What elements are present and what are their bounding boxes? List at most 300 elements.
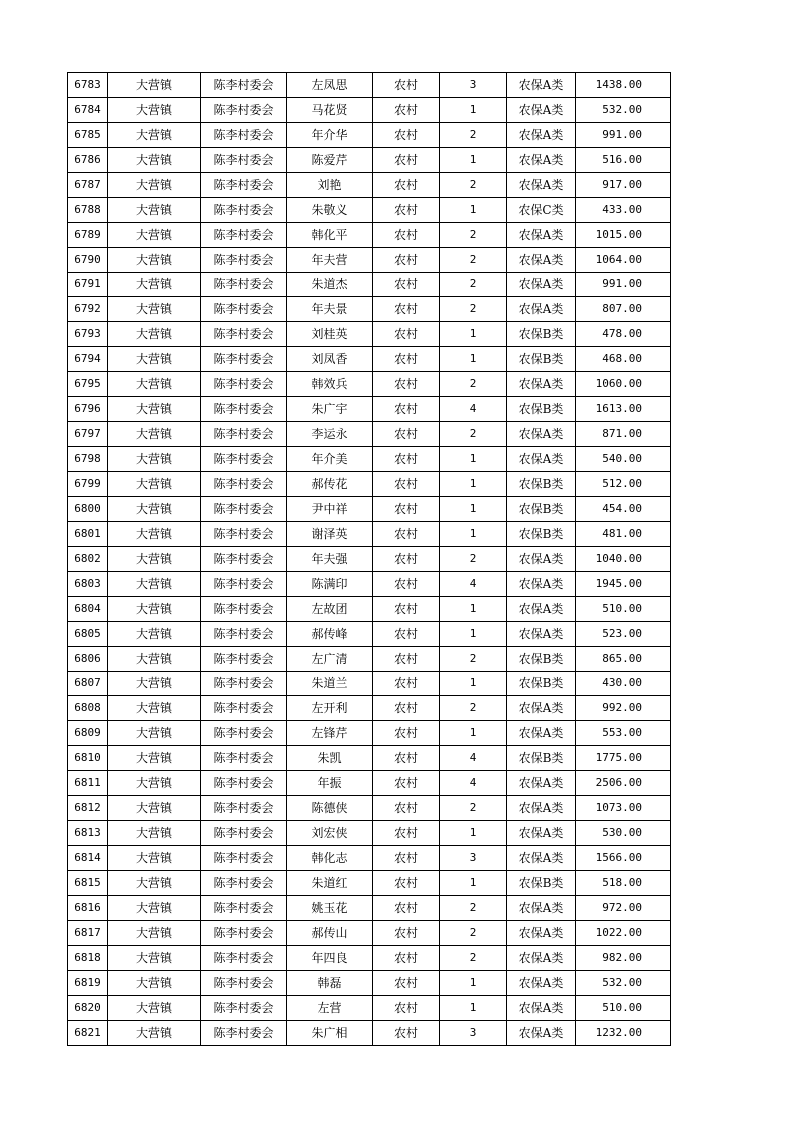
area-type-cell: 农村 [373,122,440,147]
town-cell: 大营镇 [108,397,201,422]
village-committee-cell: 陈李村委会 [201,73,287,98]
village-committee-cell: 陈李村委会 [201,197,287,222]
row-number: 6786 [68,147,108,172]
area-type-cell: 农村 [373,646,440,671]
name-cell: 左故团 [287,596,373,621]
area-type-cell: 农村 [373,621,440,646]
table-row [68,147,671,172]
household-size-cell: 4 [440,746,507,771]
table-row [68,895,671,920]
category-cell: 农保A类 [507,1020,576,1045]
town-cell: 大营镇 [108,995,201,1020]
table-row [68,871,671,896]
category-cell: 农保A类 [507,895,576,920]
name-cell: 朱凯 [287,746,373,771]
area-type-cell: 农村 [373,347,440,372]
name-cell: 左营 [287,995,373,1020]
amount-cell: 1438.00 [576,73,671,98]
amount-cell: 1232.00 [576,1020,671,1045]
area-type-cell: 农村 [373,696,440,721]
area-type-cell: 农村 [373,172,440,197]
village-committee-cell: 陈李村委会 [201,496,287,521]
village-committee-cell: 陈李村委会 [201,247,287,272]
category-cell: 农保B类 [507,521,576,546]
area-type-cell: 农村 [373,422,440,447]
table-body [68,73,671,1046]
row-number: 6805 [68,621,108,646]
area-type-cell: 农村 [373,746,440,771]
village-committee-cell: 陈李村委会 [201,696,287,721]
village-committee-cell: 陈李村委会 [201,596,287,621]
table-row [68,546,671,571]
table-row [68,97,671,122]
name-cell: 朱道兰 [287,671,373,696]
table-row [68,596,671,621]
row-number: 6819 [68,970,108,995]
area-type-cell: 农村 [373,821,440,846]
area-type-cell: 农村 [373,322,440,347]
town-cell: 大营镇 [108,721,201,746]
area-type-cell: 农村 [373,771,440,796]
village-committee-cell: 陈李村委会 [201,147,287,172]
amount-cell: 991.00 [576,272,671,297]
row-number: 6794 [68,347,108,372]
category-cell: 农保A类 [507,821,576,846]
table-row [68,646,671,671]
name-cell: 谢泽英 [287,521,373,546]
table-row [68,222,671,247]
name-cell: 韩化志 [287,846,373,871]
category-cell: 农保A类 [507,995,576,1020]
category-cell: 农保A类 [507,447,576,472]
name-cell: 陈爱芹 [287,147,373,172]
name-cell: 郝传花 [287,472,373,497]
household-size-cell: 1 [440,447,507,472]
amount-cell: 1566.00 [576,846,671,871]
area-type-cell: 农村 [373,970,440,995]
area-type-cell: 农村 [373,546,440,571]
name-cell: 朱广相 [287,1020,373,1045]
category-cell: 农保A类 [507,920,576,945]
table-row [68,172,671,197]
table-row [68,746,671,771]
area-type-cell: 农村 [373,297,440,322]
town-cell: 大营镇 [108,596,201,621]
village-committee-cell: 陈李村委会 [201,571,287,596]
village-committee-cell: 陈李村委会 [201,447,287,472]
household-size-cell: 2 [440,122,507,147]
village-committee-cell: 陈李村委会 [201,646,287,671]
household-size-cell: 2 [440,172,507,197]
town-cell: 大营镇 [108,73,201,98]
category-cell: 农保A类 [507,422,576,447]
category-cell: 农保A类 [507,596,576,621]
household-size-cell: 1 [440,871,507,896]
area-type-cell: 农村 [373,796,440,821]
household-size-cell: 2 [440,297,507,322]
amount-cell: 481.00 [576,521,671,546]
amount-cell: 510.00 [576,995,671,1020]
village-committee-cell: 陈李村委会 [201,871,287,896]
village-committee-cell: 陈李村委会 [201,472,287,497]
row-number: 6801 [68,521,108,546]
table-row [68,397,671,422]
amount-cell: 871.00 [576,422,671,447]
area-type-cell: 农村 [373,73,440,98]
amount-cell: 2506.00 [576,771,671,796]
amount-cell: 516.00 [576,147,671,172]
row-number: 6788 [68,197,108,222]
household-size-cell: 2 [440,222,507,247]
amount-cell: 468.00 [576,347,671,372]
household-size-cell: 3 [440,846,507,871]
area-type-cell: 农村 [373,871,440,896]
household-size-cell: 2 [440,646,507,671]
area-type-cell: 农村 [373,846,440,871]
name-cell: 姚玉花 [287,895,373,920]
household-size-cell: 2 [440,696,507,721]
category-cell: 农保C类 [507,197,576,222]
category-cell: 农保B类 [507,347,576,372]
amount-cell: 807.00 [576,297,671,322]
town-cell: 大营镇 [108,222,201,247]
category-cell: 农保A类 [507,73,576,98]
row-number: 6796 [68,397,108,422]
village-committee-cell: 陈李村委会 [201,821,287,846]
village-committee-cell: 陈李村委会 [201,621,287,646]
household-size-cell: 3 [440,1020,507,1045]
area-type-cell: 农村 [373,571,440,596]
table-row [68,571,671,596]
amount-cell: 478.00 [576,322,671,347]
table-row [68,995,671,1020]
town-cell: 大营镇 [108,347,201,372]
amount-cell: 992.00 [576,696,671,721]
row-number: 6785 [68,122,108,147]
amount-cell: 865.00 [576,646,671,671]
town-cell: 大营镇 [108,546,201,571]
table-row [68,846,671,871]
household-size-cell: 1 [440,995,507,1020]
amount-cell: 917.00 [576,172,671,197]
row-number: 6798 [68,447,108,472]
name-cell: 陈德侠 [287,796,373,821]
name-cell: 年振 [287,771,373,796]
household-size-cell: 2 [440,546,507,571]
town-cell: 大营镇 [108,646,201,671]
category-cell: 农保B类 [507,397,576,422]
amount-cell: 510.00 [576,596,671,621]
town-cell: 大营镇 [108,472,201,497]
amount-cell: 454.00 [576,496,671,521]
row-number: 6812 [68,796,108,821]
amount-cell: 532.00 [576,970,671,995]
table-row [68,422,671,447]
table-row [68,372,671,397]
category-cell: 农保A类 [507,571,576,596]
row-number: 6793 [68,322,108,347]
village-committee-cell: 陈李村委会 [201,372,287,397]
area-type-cell: 农村 [373,372,440,397]
town-cell: 大营镇 [108,671,201,696]
town-cell: 大营镇 [108,821,201,846]
row-number: 6800 [68,496,108,521]
row-number: 6818 [68,945,108,970]
category-cell: 农保A类 [507,247,576,272]
town-cell: 大营镇 [108,621,201,646]
amount-cell: 553.00 [576,721,671,746]
table-row [68,671,671,696]
table-row [68,197,671,222]
table-row [68,447,671,472]
area-type-cell: 农村 [373,496,440,521]
area-type-cell: 农村 [373,247,440,272]
household-size-cell: 2 [440,422,507,447]
area-type-cell: 农村 [373,596,440,621]
town-cell: 大营镇 [108,571,201,596]
table-row [68,721,671,746]
table-row [68,347,671,372]
table-row [68,297,671,322]
name-cell: 韩磊 [287,970,373,995]
row-number: 6799 [68,472,108,497]
category-cell: 农保B类 [507,322,576,347]
name-cell: 朱广宇 [287,397,373,422]
household-size-cell: 2 [440,247,507,272]
area-type-cell: 农村 [373,895,440,920]
category-cell: 农保A类 [507,796,576,821]
amount-cell: 982.00 [576,945,671,970]
table-row [68,796,671,821]
village-committee-cell: 陈李村委会 [201,272,287,297]
table-row [68,621,671,646]
household-size-cell: 1 [440,97,507,122]
area-type-cell: 农村 [373,147,440,172]
household-size-cell: 4 [440,397,507,422]
name-cell: 年夫营 [287,247,373,272]
area-type-cell: 农村 [373,671,440,696]
category-cell: 农保A类 [507,945,576,970]
household-size-cell: 1 [440,970,507,995]
name-cell: 年介美 [287,447,373,472]
category-cell: 农保A类 [507,372,576,397]
town-cell: 大营镇 [108,871,201,896]
town-cell: 大营镇 [108,1020,201,1045]
table-row [68,322,671,347]
amount-cell: 1613.00 [576,397,671,422]
table-row [68,1020,671,1045]
town-cell: 大营镇 [108,696,201,721]
household-size-cell: 4 [440,771,507,796]
household-size-cell: 1 [440,347,507,372]
name-cell: 年四良 [287,945,373,970]
town-cell: 大营镇 [108,197,201,222]
category-cell: 农保A类 [507,272,576,297]
category-cell: 农保A类 [507,222,576,247]
row-number: 6787 [68,172,108,197]
amount-cell: 523.00 [576,621,671,646]
row-number: 6813 [68,821,108,846]
row-number: 6784 [68,97,108,122]
amount-cell: 530.00 [576,821,671,846]
table-row [68,920,671,945]
village-committee-cell: 陈李村委会 [201,297,287,322]
category-cell: 农保A类 [507,172,576,197]
town-cell: 大营镇 [108,771,201,796]
name-cell: 朱道红 [287,871,373,896]
town-cell: 大营镇 [108,297,201,322]
area-type-cell: 农村 [373,1020,440,1045]
household-size-cell: 2 [440,372,507,397]
village-committee-cell: 陈李村委会 [201,322,287,347]
row-number: 6816 [68,895,108,920]
category-cell: 农保B类 [507,472,576,497]
name-cell: 年介华 [287,122,373,147]
category-cell: 农保A类 [507,970,576,995]
area-type-cell: 农村 [373,945,440,970]
row-number: 6804 [68,596,108,621]
name-cell: 左凤思 [287,73,373,98]
village-committee-cell: 陈李村委会 [201,895,287,920]
table-row [68,247,671,272]
row-number: 6806 [68,646,108,671]
name-cell: 李运永 [287,422,373,447]
name-cell: 左锋芹 [287,721,373,746]
name-cell: 刘凤香 [287,347,373,372]
amount-cell: 1015.00 [576,222,671,247]
row-number: 6802 [68,546,108,571]
row-number: 6808 [68,696,108,721]
household-size-cell: 2 [440,272,507,297]
town-cell: 大营镇 [108,422,201,447]
row-number: 6811 [68,771,108,796]
household-size-cell: 4 [440,571,507,596]
household-size-cell: 1 [440,147,507,172]
name-cell: 马花贤 [287,97,373,122]
village-committee-cell: 陈李村委会 [201,995,287,1020]
town-cell: 大营镇 [108,846,201,871]
name-cell: 刘艳 [287,172,373,197]
category-cell: 农保B类 [507,646,576,671]
village-committee-cell: 陈李村委会 [201,671,287,696]
name-cell: 韩化平 [287,222,373,247]
household-size-cell: 1 [440,322,507,347]
name-cell: 韩效兵 [287,372,373,397]
area-type-cell: 农村 [373,397,440,422]
village-committee-cell: 陈李村委会 [201,970,287,995]
table-row [68,696,671,721]
table-row [68,521,671,546]
row-number: 6814 [68,846,108,871]
village-committee-cell: 陈李村委会 [201,771,287,796]
category-cell: 农保B类 [507,746,576,771]
amount-cell: 972.00 [576,895,671,920]
name-cell: 左广清 [287,646,373,671]
area-type-cell: 农村 [373,521,440,546]
village-committee-cell: 陈李村委会 [201,397,287,422]
area-type-cell: 农村 [373,995,440,1020]
table-row [68,771,671,796]
table-row [68,821,671,846]
name-cell: 朱敬义 [287,197,373,222]
amount-cell: 1073.00 [576,796,671,821]
row-number: 6795 [68,372,108,397]
category-cell: 农保A类 [507,97,576,122]
row-number: 6817 [68,920,108,945]
category-cell: 农保B类 [507,496,576,521]
name-cell: 郝传山 [287,920,373,945]
category-cell: 农保B类 [507,671,576,696]
name-cell: 郝传峰 [287,621,373,646]
area-type-cell: 农村 [373,920,440,945]
row-number: 6810 [68,746,108,771]
town-cell: 大营镇 [108,172,201,197]
category-cell: 农保A类 [507,147,576,172]
table-row [68,272,671,297]
amount-cell: 430.00 [576,671,671,696]
row-number: 6789 [68,222,108,247]
row-number: 6820 [68,995,108,1020]
village-committee-cell: 陈李村委会 [201,1020,287,1045]
area-type-cell: 农村 [373,472,440,497]
household-size-cell: 1 [440,521,507,546]
village-committee-cell: 陈李村委会 [201,846,287,871]
town-cell: 大营镇 [108,322,201,347]
data-table [67,72,671,1046]
category-cell: 农保A类 [507,721,576,746]
table-row [68,945,671,970]
area-type-cell: 农村 [373,222,440,247]
town-cell: 大营镇 [108,970,201,995]
town-cell: 大营镇 [108,447,201,472]
row-number: 6815 [68,871,108,896]
town-cell: 大营镇 [108,496,201,521]
category-cell: 农保A类 [507,621,576,646]
household-size-cell: 2 [440,895,507,920]
town-cell: 大营镇 [108,796,201,821]
table-row [68,122,671,147]
name-cell: 尹中祥 [287,496,373,521]
table-row [68,970,671,995]
town-cell: 大营镇 [108,247,201,272]
village-committee-cell: 陈李村委会 [201,546,287,571]
village-committee-cell: 陈李村委会 [201,222,287,247]
town-cell: 大营镇 [108,122,201,147]
household-size-cell: 1 [440,596,507,621]
amount-cell: 433.00 [576,197,671,222]
amount-cell: 1022.00 [576,920,671,945]
amount-cell: 532.00 [576,97,671,122]
village-committee-cell: 陈李村委会 [201,422,287,447]
name-cell: 刘宏侠 [287,821,373,846]
town-cell: 大营镇 [108,920,201,945]
amount-cell: 1064.00 [576,247,671,272]
category-cell: 农保A类 [507,297,576,322]
row-number: 6792 [68,297,108,322]
town-cell: 大营镇 [108,147,201,172]
table-row [68,496,671,521]
row-number: 6809 [68,721,108,746]
household-size-cell: 1 [440,671,507,696]
village-committee-cell: 陈李村委会 [201,347,287,372]
town-cell: 大营镇 [108,895,201,920]
area-type-cell: 农村 [373,721,440,746]
area-type-cell: 农村 [373,447,440,472]
row-number: 6797 [68,422,108,447]
amount-cell: 1040.00 [576,546,671,571]
area-type-cell: 农村 [373,97,440,122]
amount-cell: 1945.00 [576,571,671,596]
